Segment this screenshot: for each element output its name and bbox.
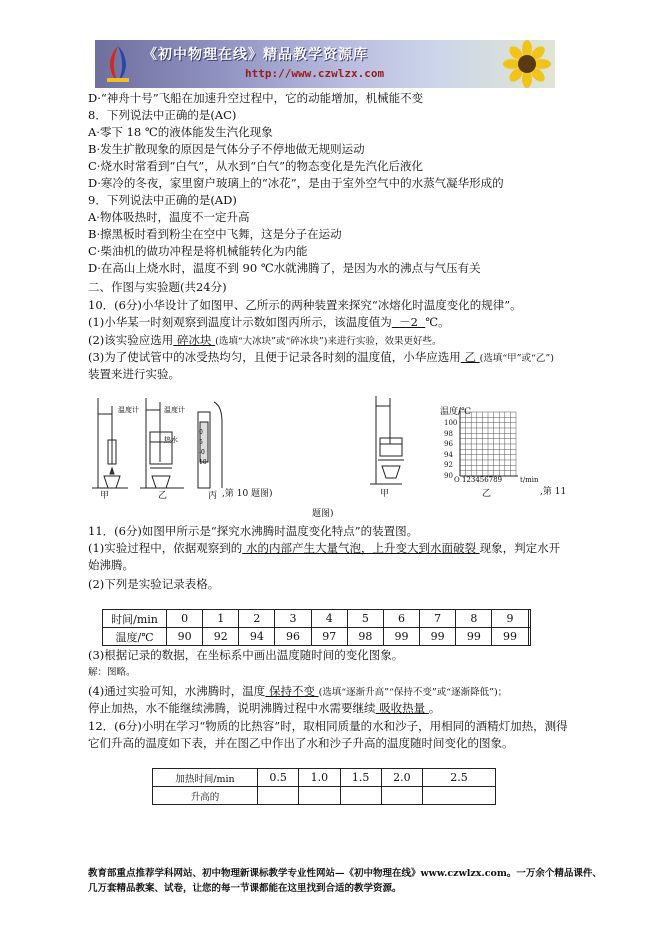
- table-cell: 94: [239, 628, 275, 646]
- fig11-label-yi: 乙: [482, 489, 492, 499]
- fig10-label-bing: 丙: [208, 491, 218, 501]
- fig10-scale-3: 10: [199, 459, 207, 466]
- fig10-scale-1: 5: [199, 439, 203, 446]
- table-cell: 2.0: [381, 769, 422, 787]
- q8-stem: 8．下列说法中正确的是(AC): [88, 108, 237, 122]
- fig10-scale-2: -0: [199, 449, 205, 456]
- q11-part4-end: 。: [428, 701, 441, 715]
- q10-part3-text: (3)为了使试管中的冰受热均匀，且便于记录各时刻的温度值，小华应选用: [88, 350, 461, 364]
- table-cell: 0: [167, 610, 203, 628]
- table-cell: [528, 628, 530, 646]
- fig10-thermometer-label: 温度计: [164, 406, 185, 414]
- table-cell: 3: [275, 610, 311, 628]
- q11-part1-end: 始沸腾。: [88, 558, 134, 572]
- table-cell: 98: [347, 628, 383, 646]
- q9-option-b: B·擦黑板时看到粉尘在空中飞舞，这是分子在运动: [88, 227, 342, 241]
- q11-stem: 11．(6分)如图甲所示是“探究水沸腾时温度变化特点”的装置图。: [88, 524, 419, 538]
- table-cell: [258, 787, 299, 805]
- q11-answer-1: 水的内部产生大量气泡，上升变大到水面破裂: [245, 541, 476, 555]
- q11-part3: (3)根据记录的数据，在坐标系中画出温度随时间的变化图象。: [88, 648, 404, 662]
- q12-stem: 12．(6分)小明在学习“物质的比热容”时，取相同质量的水和沙子，用相同的酒精灯加热，测得: [88, 719, 568, 733]
- table-cell: 2: [239, 610, 275, 628]
- table-cell: 8: [456, 610, 492, 628]
- logo-icon: [103, 44, 133, 84]
- q10-answer-3: 乙: [464, 350, 476, 364]
- fig11-caption-b: 题图): [312, 509, 334, 519]
- q10-stem: 10．(6分)小华设计了如图甲、乙所示的两种装置来探究“冰熔化时温度变化的规律”。: [88, 298, 522, 312]
- q11-part1: [88, 540, 560, 556]
- q10-part3-cont: 装置来进行实验。: [88, 367, 180, 381]
- q11-part4-hint: (选填“逐渐升高”“保持不变”或“逐渐降低”)；: [318, 687, 508, 698]
- q10-part2: [88, 332, 441, 350]
- table-row: [153, 787, 496, 805]
- table-cell: [528, 610, 530, 628]
- table-cell: 99: [420, 628, 456, 646]
- q8-option-a: A·零下 18 ℃的液体能发生汽化现象: [88, 125, 273, 139]
- table-cell: 9: [492, 610, 528, 628]
- q10-part2-text: (2)该实验应选用: [88, 333, 174, 347]
- table-cell: 97: [311, 628, 347, 646]
- fig11-yticks: 100 98 96 94 92 90: [444, 419, 458, 480]
- q11-part1-cont: 现象，判定水开: [479, 541, 561, 555]
- fig11-xunit: t/min: [520, 476, 539, 484]
- q11-part3-answer: 解：图略。: [88, 667, 136, 678]
- table-cell: [423, 787, 496, 805]
- fig10-thermometer2-label: 温度计: [118, 406, 139, 414]
- q10-answer-1: －2: [399, 315, 418, 329]
- table-cell: 1.0: [299, 769, 340, 787]
- q7-option-d: D·“神舟十号”飞船在加速升空过程中，它的动能增加，机械能不变: [88, 91, 424, 105]
- q11-answer-5: 吸收热量: [379, 701, 426, 715]
- q8-option-d: D·寒冷的冬夜，家里窗户玻璃上的“冰花”，是由于室外空气中的水蒸气凝华形成的: [88, 176, 504, 190]
- header-banner: [95, 40, 555, 88]
- q10-part3: [88, 349, 554, 367]
- table-head-temp: 温度/℃: [103, 628, 167, 646]
- fig10-water-label: 热水: [164, 436, 178, 444]
- fig10-scale-0: 0: [199, 429, 203, 436]
- table-cell: 4: [311, 610, 347, 628]
- table-cell: [381, 787, 422, 805]
- q10-part2-hint: (选填“大冰块”或“碎冰块”)来进行实验，效果更好些。: [215, 336, 442, 347]
- q10-part1: [88, 314, 450, 330]
- table-cell: 96: [275, 628, 311, 646]
- q10-part3-hint: (选填“甲”或“乙”): [479, 353, 554, 364]
- q11-answer-4: 保持不变: [268, 684, 315, 698]
- q11-part4-cont-text: 停止加热，水不能继续沸腾，说明沸腾过程中水需要继续: [88, 701, 376, 715]
- table-cell: 5: [347, 610, 383, 628]
- table-cell: 6: [383, 610, 419, 628]
- q10-answer-2: 碎冰块: [176, 333, 212, 347]
- footer-line-1: 教育部重点推荐学科网站、初中物理新课标教学专业性网站—《初中物理在线》www.czwlzx.com。一万余个精品课件、: [88, 868, 602, 879]
- fig10-caption: ,第 10 题图): [222, 489, 273, 499]
- q9-option-c: C·柴油机的做功冲程是将机械能转化为内能: [88, 244, 308, 258]
- q11-part4-text: (4)通过实验可知，水沸腾时，温度: [88, 684, 266, 698]
- table-cell: [340, 787, 381, 805]
- sunflower-icon: [503, 40, 551, 88]
- fig10-label-yi: 乙: [158, 491, 168, 501]
- q11-part4: [88, 683, 507, 701]
- table-row: [153, 769, 496, 787]
- q9-option-a: A·物体吸热时，温度不一定升高: [88, 210, 250, 224]
- q10-part1-text: (1)小华某一时刻观察到温度计示数如图丙所示，该温度值为: [88, 315, 392, 329]
- table-cell: 99: [383, 628, 419, 646]
- fig11-label-jia: 甲: [380, 489, 390, 499]
- table-head-heating-time: 加热时间/min: [153, 769, 258, 787]
- fig11-xticks: O 123456789: [454, 476, 503, 484]
- table-row: [103, 628, 531, 646]
- footer-line-2: 几万套精品教案、试卷，让您的每一节课都能在这里找到合适的教学资源。: [88, 883, 402, 894]
- table-head-temp-rise: 升高的: [153, 787, 258, 805]
- banner-url[interactable]: http://www.czwlzx.com: [245, 67, 385, 80]
- fig11-ylabel: 温度/℃: [440, 407, 472, 417]
- q10-part1-unit: ℃。: [425, 315, 450, 329]
- fig11-grid: [460, 412, 516, 476]
- table-cell: 99: [492, 628, 528, 646]
- table-cell: [299, 787, 340, 805]
- q8-option-b: B·发生扩散现象的原因是气体分子不停地做无规则运动: [88, 142, 365, 156]
- q9-stem: 9．下列说法中正确的是(AD): [88, 193, 237, 207]
- q9-option-d: D·在高山上烧水时，温度不到 90 ℃水就沸腾了，是因为水的沸点与气压有关: [88, 261, 481, 275]
- banner-title: 《初中物理在线》精品教学资源库: [143, 47, 368, 63]
- table-cell: 1: [203, 610, 239, 628]
- q11-part2: (2)下列是实验记录表格。: [88, 577, 220, 591]
- fig11-caption-a: ,第 11: [540, 487, 567, 497]
- table-q11: [102, 609, 531, 646]
- table-cell: 92: [203, 628, 239, 646]
- q11-part4-cont: [88, 700, 440, 716]
- section-heading: 二、作图与实验题(共24分): [88, 280, 227, 294]
- q12-stem-cont: 它们升高的温度如下表，并在图乙中作出了水和沙子升高的温度随时间变化的图象。: [88, 736, 514, 750]
- q11-part1-text: (1)实验过程中，依据观察到的: [88, 541, 243, 555]
- table-q12: [152, 768, 496, 805]
- fig10-label-jia: 甲: [100, 491, 110, 501]
- q8-option-c: C·烧水时常看到“白气”，从水到“白气”的物态变化是先汽化后液化: [88, 159, 423, 173]
- table-head-time: 时间/min: [103, 610, 167, 628]
- table-row: [103, 610, 531, 628]
- figure-10: [88, 392, 288, 500]
- table-cell: 99: [456, 628, 492, 646]
- table-cell: 2.5: [423, 769, 496, 787]
- table-cell: 90: [167, 628, 203, 646]
- table-cell: 0.5: [258, 769, 299, 787]
- table-cell: 1.5: [340, 769, 381, 787]
- table-cell: 7: [420, 610, 456, 628]
